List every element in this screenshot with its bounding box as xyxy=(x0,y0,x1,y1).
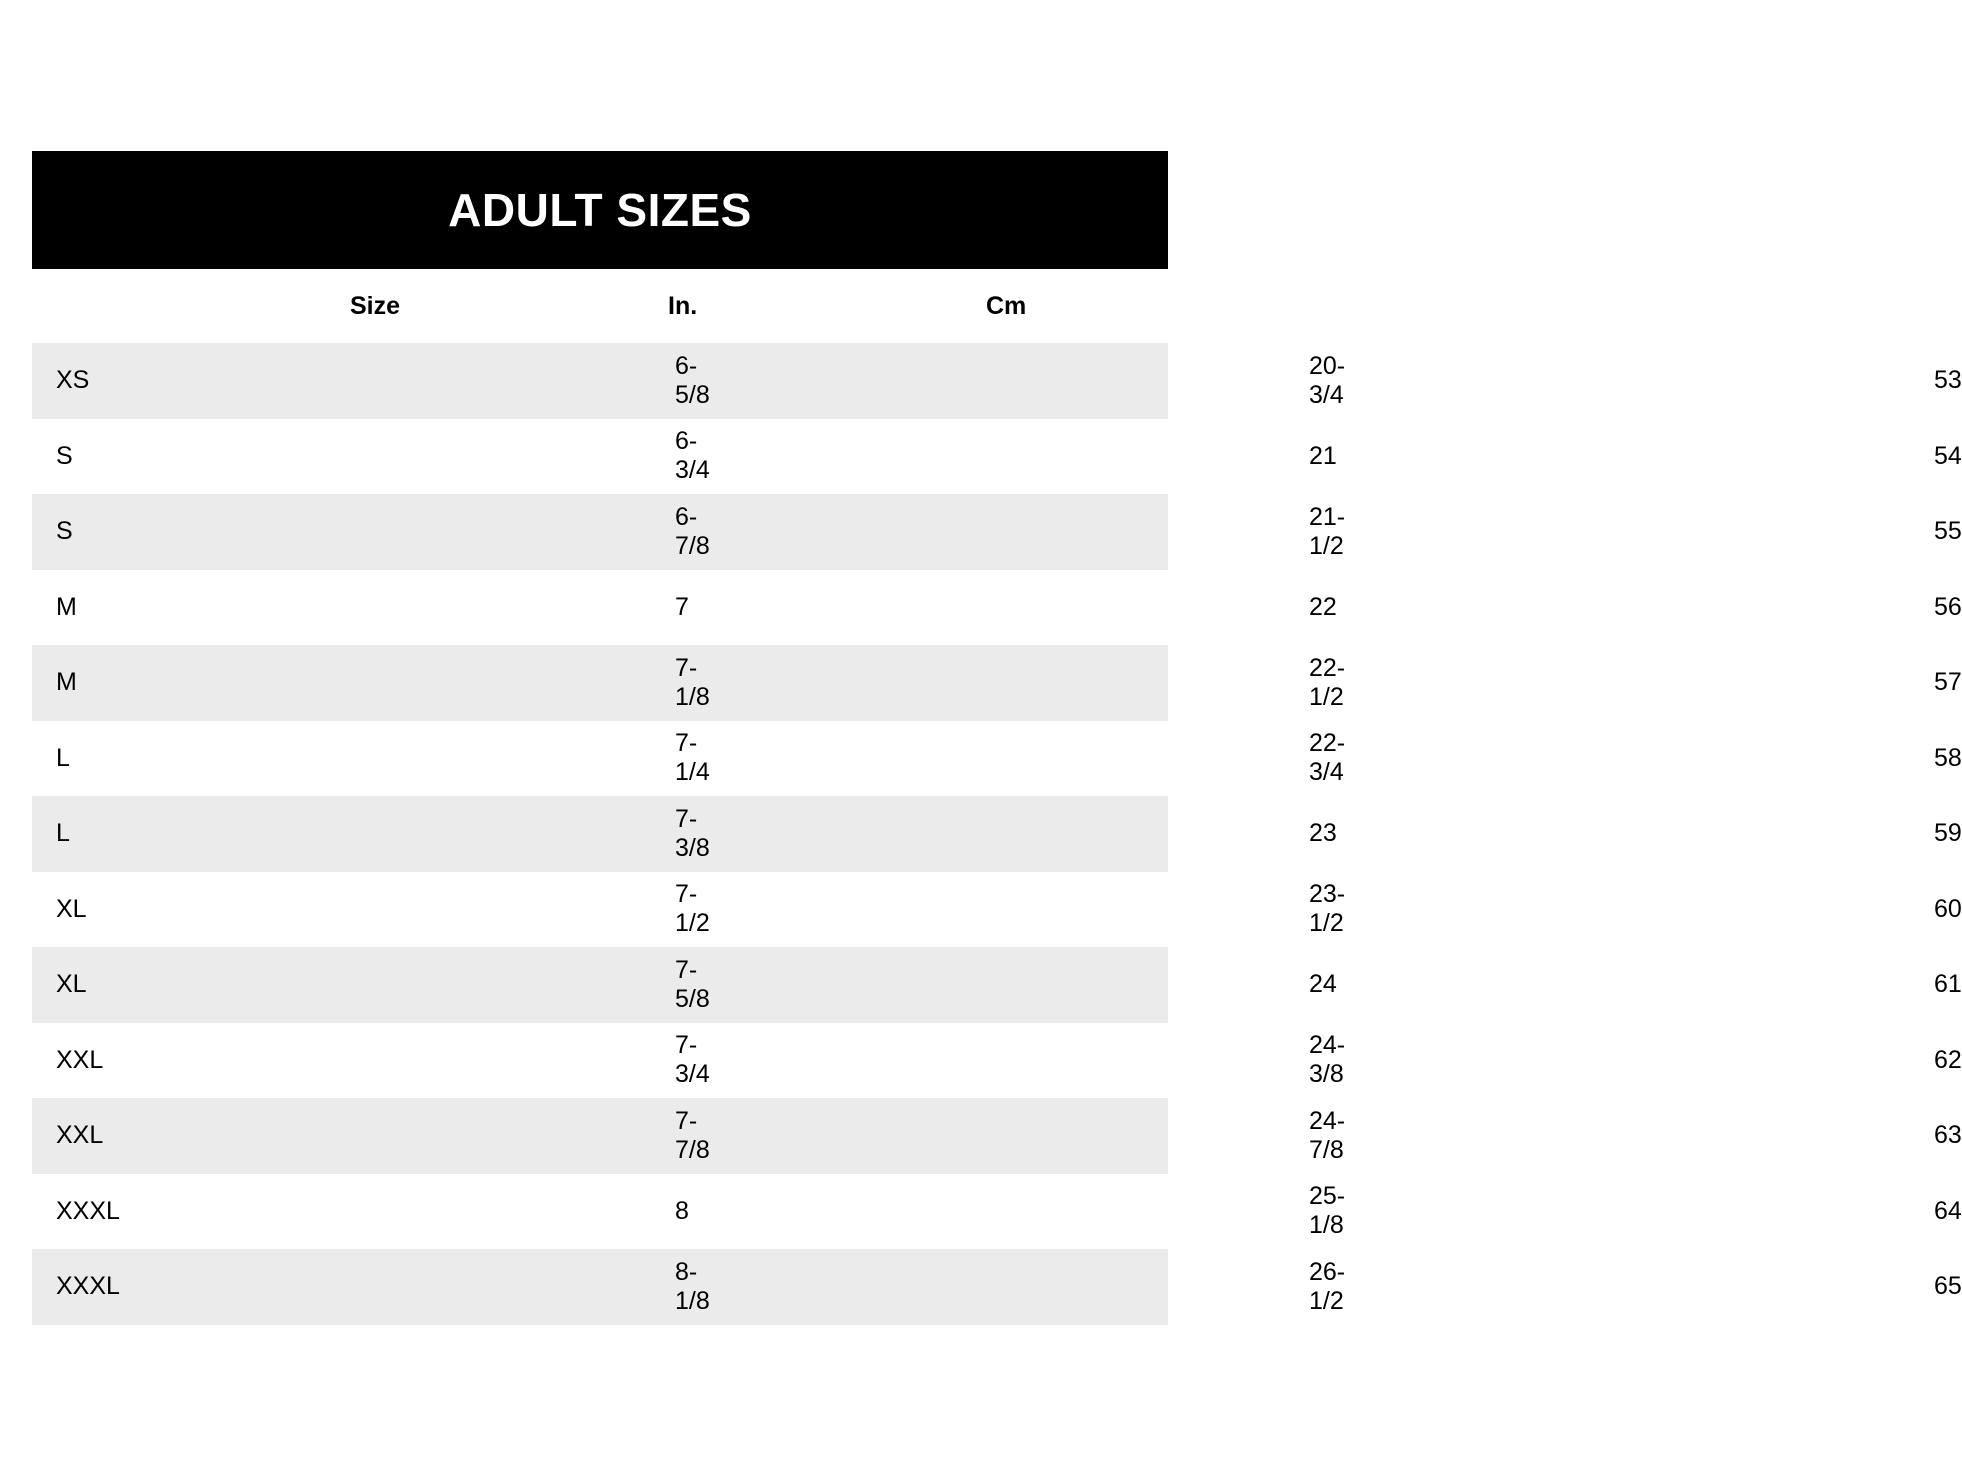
column-header-cm: Cm xyxy=(986,269,1168,343)
chart-title: ADULT SIZES xyxy=(448,184,752,236)
table-row xyxy=(32,645,1168,721)
cell-size-label: XL xyxy=(32,947,350,1023)
column-header-blank xyxy=(32,269,350,343)
table-row xyxy=(32,947,1168,1023)
cell-size: 6-5/8 xyxy=(350,343,668,419)
cell-size-label: XXL xyxy=(32,1098,350,1174)
adult-sizes-chart xyxy=(32,151,1962,1325)
cell-size-label: XXL xyxy=(32,1023,350,1099)
cell-inches: 23 xyxy=(668,796,986,872)
cell-inches: 24-3/8 xyxy=(668,1023,986,1099)
cell-cm: 60 xyxy=(986,872,1168,948)
cell-cm: 53 xyxy=(986,343,1168,419)
table-row xyxy=(32,1098,1168,1174)
cell-size: 6-7/8 xyxy=(350,494,668,570)
table-row xyxy=(32,1023,1168,1099)
cell-cm: 63 xyxy=(986,1098,1168,1174)
cell-inches: 22 xyxy=(668,570,986,646)
cell-size: 7-1/2 xyxy=(350,872,668,948)
table-header-row xyxy=(32,269,1168,343)
table-row xyxy=(32,494,1168,570)
cell-size: 8-1/8 xyxy=(350,1249,668,1325)
cell-cm: 64 xyxy=(986,1174,1168,1250)
table-row xyxy=(32,872,1168,948)
cell-cm: 61 xyxy=(986,947,1168,1023)
cell-cm: 62 xyxy=(986,1023,1168,1099)
size-table-body xyxy=(32,343,1962,1325)
cell-size: 7-3/4 xyxy=(350,1023,668,1099)
cell-size-label: M xyxy=(32,570,350,646)
cell-size-label: XXXL xyxy=(32,1174,350,1250)
cell-inches: 25-1/8 xyxy=(668,1174,986,1250)
table-row xyxy=(32,343,1168,419)
table-row xyxy=(32,1249,1168,1325)
cell-inches: 21-1/2 xyxy=(668,494,986,570)
cell-size-label: XL xyxy=(32,872,350,948)
cell-inches: 20-3/4 xyxy=(668,343,986,419)
cell-size: 7-1/4 xyxy=(350,721,668,797)
cell-size: 7-7/8 xyxy=(350,1098,668,1174)
cell-size: 7-5/8 xyxy=(350,947,668,1023)
table-row xyxy=(32,570,1168,646)
cell-cm: 55 xyxy=(986,494,1168,570)
cell-inches: 26-1/2 xyxy=(668,1249,986,1325)
cell-size: 7 xyxy=(350,570,668,646)
cell-size: 6-3/4 xyxy=(350,419,668,495)
cell-inches: 24 xyxy=(668,947,986,1023)
cell-size-label: L xyxy=(32,721,350,797)
column-header-size: Size xyxy=(350,269,668,343)
cell-size-label: S xyxy=(32,419,350,495)
cell-inches: 22-1/2 xyxy=(668,645,986,721)
chart-header xyxy=(32,151,1168,269)
cell-size-label: M xyxy=(32,645,350,721)
cell-inches: 23-1/2 xyxy=(668,872,986,948)
size-table-head xyxy=(32,269,1168,343)
table-row xyxy=(32,419,1168,495)
cell-cm: 56 xyxy=(986,570,1168,646)
cell-size: 7-1/8 xyxy=(350,645,668,721)
table-row xyxy=(32,796,1168,872)
cell-size: 8 xyxy=(350,1174,668,1250)
table-row xyxy=(32,721,1168,797)
table-row xyxy=(32,1174,1168,1250)
cell-size-label: XS xyxy=(32,343,350,419)
column-header-inches: In. xyxy=(668,269,986,343)
cell-cm: 65 xyxy=(986,1249,1168,1325)
cell-inches: 21 xyxy=(668,419,986,495)
cell-size-label: S xyxy=(32,494,350,570)
cell-cm: 57 xyxy=(986,645,1168,721)
cell-inches: 22-3/4 xyxy=(668,721,986,797)
size-table xyxy=(32,269,1962,1325)
cell-size-label: L xyxy=(32,796,350,872)
cell-cm: 59 xyxy=(986,796,1168,872)
cell-cm: 54 xyxy=(986,419,1168,495)
cell-size: 7-3/8 xyxy=(350,796,668,872)
cell-inches: 24-7/8 xyxy=(668,1098,986,1174)
cell-cm: 58 xyxy=(986,721,1168,797)
cell-size-label: XXXL xyxy=(32,1249,350,1325)
